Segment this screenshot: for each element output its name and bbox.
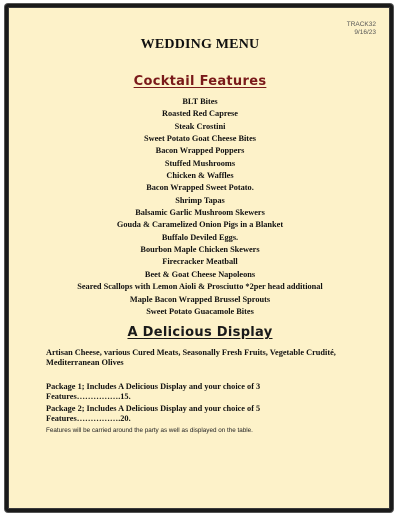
- list-item: Sweet Potato Guacamole Bites: [146, 306, 254, 316]
- list-item: Chicken & Waffles: [166, 171, 234, 181]
- list-item: Sweet Potato Goat Cheese Bites: [144, 134, 256, 144]
- package-1: Package 1; Includes A Delicious Display and your choice of 3 Features…………….15.: [46, 382, 261, 401]
- list-item: Maple Bacon Wrapped Brussel Sprouts: [129, 294, 271, 304]
- service-note: Features will be carried around the party as well as displayed on the table.: [46, 427, 253, 434]
- list-item: Seared Scallops with Lemon Aioli & Prosciutto *2per head additional: [77, 282, 323, 292]
- list-item: Buffalo Deviled Eggs.: [161, 232, 239, 242]
- list-item: Shrimp Tapas: [175, 195, 225, 205]
- page-title: WEDDING MENU: [140, 37, 260, 52]
- list-item: Balsamic Garlic Mushroom Skewers: [135, 208, 265, 218]
- list-item: Steak Crostini: [174, 121, 226, 131]
- list-item: BLT Bites: [182, 97, 218, 106]
- list-item: Firecracker Meatball: [162, 257, 238, 267]
- package-2: Package 2; Includes A Delicious Display and your choice of 5 Features…………….20.: [46, 404, 261, 423]
- delicious-display-heading: A Delicious Display: [127, 325, 273, 340]
- list-item: Beet & Goat Cheese Napoleons: [144, 269, 256, 279]
- list-item: Stuffed Mushrooms: [164, 158, 236, 168]
- document-code: [347, 21, 376, 37]
- list-item: Bacon Wrapped Sweet Potato.: [146, 183, 254, 193]
- track-code: TRACK32: [346, 21, 376, 28]
- display-description: Artisan Cheese, various Cured Meats, Seasonally Fresh Fruits, Vegetable Crudité, Mediterranean Olives: [46, 348, 336, 367]
- list-item: Gouda & Caramelized Onion Pigs in a Blanket: [116, 220, 284, 230]
- list-item: Roasted Red Caprese: [162, 109, 238, 119]
- cocktail-features-list: [0, 96, 400, 318]
- menu-date: 9/16/23: [354, 29, 376, 36]
- list-item: Bacon Wrapped Poppers: [155, 146, 245, 156]
- cocktail-features-heading: Cocktail Features: [133, 74, 267, 89]
- list-item: Bourbon Maple Chicken Skewers: [140, 245, 260, 255]
